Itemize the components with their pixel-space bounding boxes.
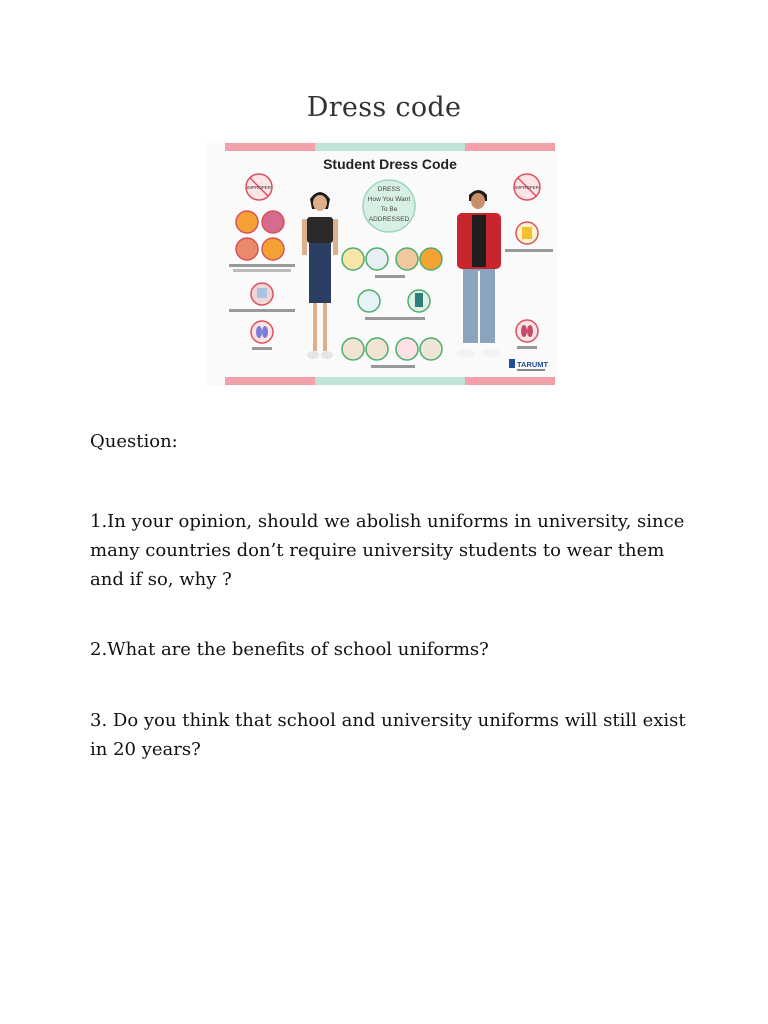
improper-slippers-icon-right [516,320,538,342]
poster-badge-line-3: To Be [380,206,398,213]
improper-tops-icon [236,211,284,260]
proper-tops-caption [375,275,405,278]
improper-label-right: IMPROPER [514,185,540,190]
proper-tops-icon [342,248,442,270]
proper-bottoms-icon [358,290,430,312]
question-1: 1.In your opinion, should we abolish uniforms in university, since many countries don’t require university students to wear them and if so, why ? [90,511,685,590]
poster-bottom-bar-mint [315,377,465,385]
question-label: Question: [90,431,178,452]
improper-sign-left-icon [246,174,272,200]
proper-shoes-caption [371,365,415,368]
improper-slippers-icon-left [251,321,273,343]
male-student-figure [457,190,501,357]
female-student-figure [302,192,338,359]
improper-tops-caption [229,264,295,267]
improper-shorts-icon [251,283,273,305]
logo-text: TARUMT [517,360,549,369]
question-3: 3. Do you think that school and university uniforms will still exist in 20 years? [90,710,686,760]
question-2: 2.What are the benefits of school uniforms? [90,639,489,660]
improper-slippers-caption-right [517,346,537,349]
poster-heading: Student Dress Code [323,156,457,172]
poster-badge-line-1: DRESS [377,186,401,193]
improper-sleeveless-icon [516,222,538,244]
improper-sign-right-icon [514,174,540,200]
page-title: Dress code [306,92,462,123]
improper-label-left: IMPROPER [246,185,272,190]
tarumt-logo [509,359,549,371]
improper-slippers-caption-left [252,347,272,350]
proper-shoes-icon [342,338,442,360]
poster-badge-line-4: ADDRESSED [368,216,410,223]
poster-bottom-bar-pink-right [465,377,555,385]
dress-code-poster [207,141,557,386]
poster-top-bar-pink-left [225,143,315,151]
improper-shorts-caption [229,309,295,312]
poster-top-bar-pink-right [465,143,555,151]
poster-badge-line-2: How You Want [367,196,411,203]
improper-sleeveless-caption [505,249,553,252]
poster-top-bar-mint [315,143,465,151]
poster-bottom-bar-pink-left [225,377,315,385]
proper-bottoms-caption [365,317,425,320]
